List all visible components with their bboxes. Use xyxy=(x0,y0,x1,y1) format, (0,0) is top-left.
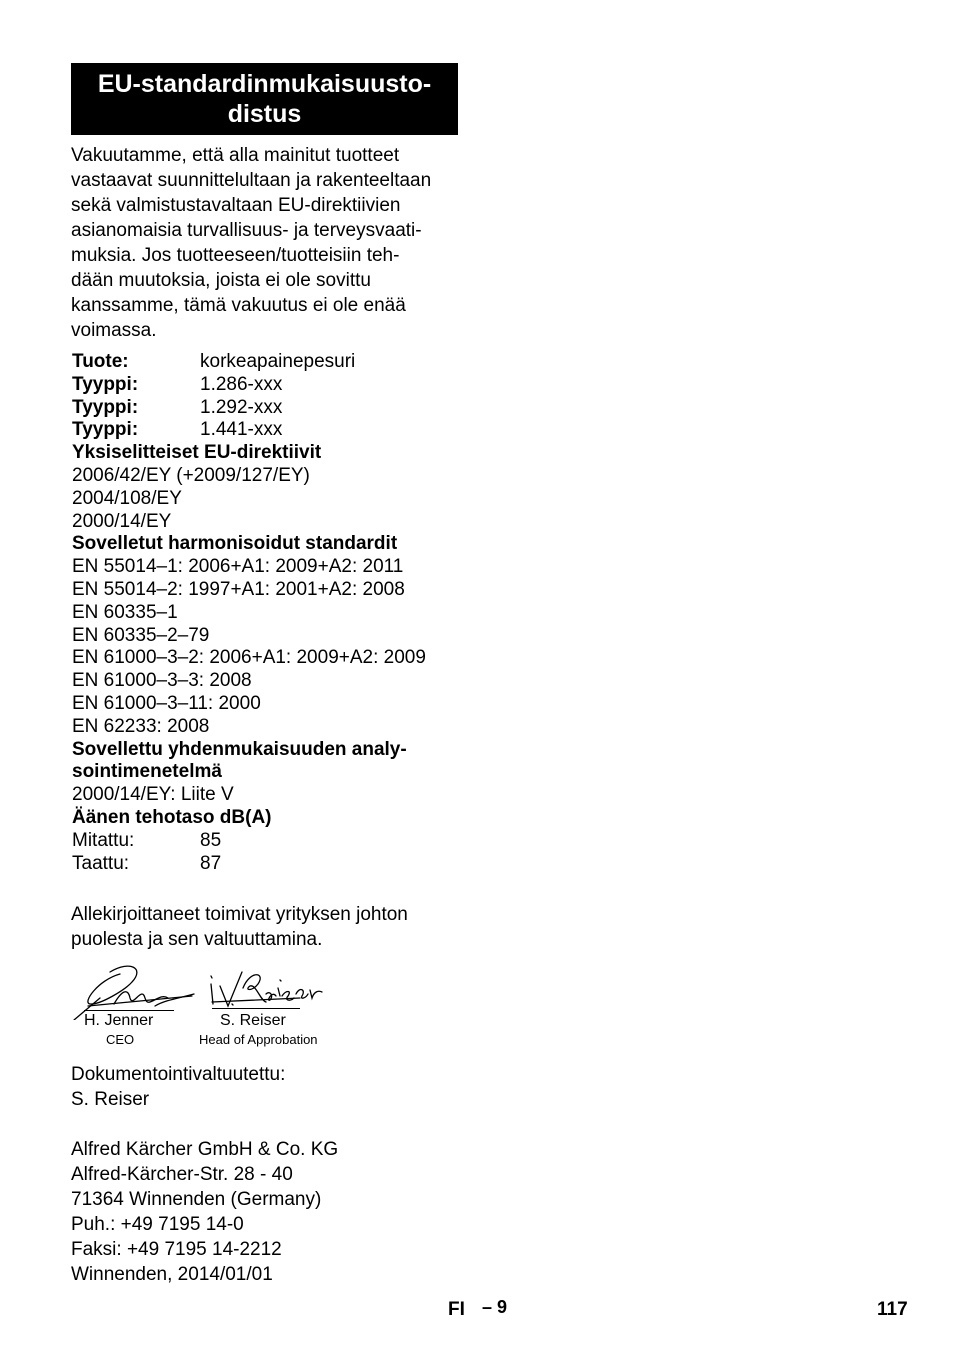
intro-paragraph xyxy=(71,143,471,343)
signed-line: puolesta ja sen valtuuttamina. xyxy=(71,929,323,950)
standard-item: EN 61000–3–11: 2000 xyxy=(72,692,261,714)
title-line-2: distus xyxy=(227,100,302,128)
page-title xyxy=(71,63,458,135)
type-row xyxy=(72,419,472,442)
type-label: Tyyppi: xyxy=(72,419,139,441)
signatory-name: H. Jenner xyxy=(84,1012,154,1029)
company-line: Alfred-Kärcher-Str. 28 - 40 xyxy=(71,1164,293,1185)
intro-line: dään muutoksia, joista ei ole sovittu xyxy=(71,270,371,291)
footer-section-page: – 9 xyxy=(482,1297,508,1317)
intro-line: sekä valmistustavaltaan EU-direktiivien xyxy=(71,195,401,216)
doc-authorized-label: Dokumentointivaltuutettu: xyxy=(71,1064,286,1085)
directive-item: 2004/108/EY xyxy=(72,487,182,509)
intro-line: vastaavat suunnittelultaan ja rakenteeltaan xyxy=(71,170,432,191)
company-line: 71364 Winnenden (Germany) xyxy=(71,1189,322,1210)
conformity-value: 2000/14/EY: Liite V xyxy=(72,784,234,806)
standard-item: EN 60335–2–79 xyxy=(72,624,210,646)
intro-line: voimassa. xyxy=(71,320,157,341)
sound-guaranteed-row xyxy=(72,853,472,876)
directive-item: 2000/14/EY xyxy=(72,510,172,532)
company-line: Alfred Kärcher GmbH & Co. KG xyxy=(71,1139,339,1160)
sound-measured-row xyxy=(72,830,472,853)
type-label: Tyyppi: xyxy=(72,373,139,395)
standard-item: EN 55014–1: 2006+A1: 2009+A2: 2011 xyxy=(72,556,404,578)
signature-line-jenner xyxy=(84,1010,174,1011)
signature-block xyxy=(70,960,370,1055)
type-row xyxy=(72,397,472,420)
directive-item: 2006/42/EY (+2009/127/EY) xyxy=(72,464,310,486)
sound-heading: Äänen tehotaso dB(A) xyxy=(72,806,272,828)
signatory-name: S. Reiser xyxy=(220,1012,286,1029)
intro-line: asianomaisia turvallisuus- ja terveysvaati- xyxy=(71,220,422,241)
specifications xyxy=(72,351,472,875)
measured-label: Mitattu: xyxy=(72,829,135,851)
standard-item: EN 61000–3–3: 2008 xyxy=(72,670,252,692)
type-row xyxy=(72,374,472,397)
guaranteed-value: 87 xyxy=(200,852,222,874)
guaranteed-label: Taattu: xyxy=(72,852,130,874)
documentation-authorized xyxy=(71,1062,471,1112)
conformity-heading-line-2: sointimenetelmä xyxy=(72,761,222,783)
intro-line: muksia. Jos tuotteeseen/tuotteisiin teh- xyxy=(71,245,400,266)
signatory-role: CEO xyxy=(106,1032,135,1047)
type-label: Tyyppi: xyxy=(72,396,139,418)
measured-value: 85 xyxy=(200,829,222,851)
standards-heading: Sovelletut harmonisoidut standardit xyxy=(72,533,398,555)
signatory-role: Head of Approbation xyxy=(199,1032,318,1047)
standard-item: EN 60335–1 xyxy=(72,601,178,623)
type-value: 1.292-xxx xyxy=(200,396,283,418)
product-value: korkeapainepesuri xyxy=(200,351,356,372)
intro-line: Vakuutamme, että alla mainitut tuotteet xyxy=(71,145,400,166)
company-address xyxy=(71,1137,471,1287)
product-row xyxy=(72,351,472,374)
company-line: Winnenden, 2014/01/01 xyxy=(71,1264,273,1285)
product-label: Tuote: xyxy=(72,351,129,372)
company-line: Faksi: +49 7195 14-2212 xyxy=(71,1239,282,1260)
doc-authorized-name: S. Reiser xyxy=(71,1089,150,1110)
signature-line-reiser xyxy=(212,1008,300,1009)
standard-item: EN 55014–2: 1997+A1: 2001+A2: 2008 xyxy=(72,578,405,600)
signed-line: Allekirjoittaneet toimivat yrityksen johton xyxy=(71,904,408,925)
intro-line: kanssamme, tämä vakuutus ei ole enää xyxy=(71,295,406,316)
conformity-heading-line-1: Sovellettu yhdenmukaisuuden analy- xyxy=(72,738,407,760)
type-value: 1.441-xxx xyxy=(200,419,283,441)
title-line-1: EU-standardinmukaisuusto- xyxy=(97,70,432,98)
handwritten-signatures xyxy=(70,960,370,1020)
directives-heading: Yksiselitteiset EU-direktiivit xyxy=(72,442,322,464)
footer-language: FI xyxy=(448,1299,465,1320)
standard-item: EN 62233: 2008 xyxy=(72,715,210,737)
type-value: 1.286-xxx xyxy=(200,373,283,395)
footer-page-number: 117 xyxy=(877,1299,908,1320)
company-line: Puh.: +49 7195 14-0 xyxy=(71,1214,244,1235)
standard-item: EN 61000–3–2: 2006+A1: 2009+A2: 2009 xyxy=(72,647,426,669)
signed-statement xyxy=(71,902,491,952)
